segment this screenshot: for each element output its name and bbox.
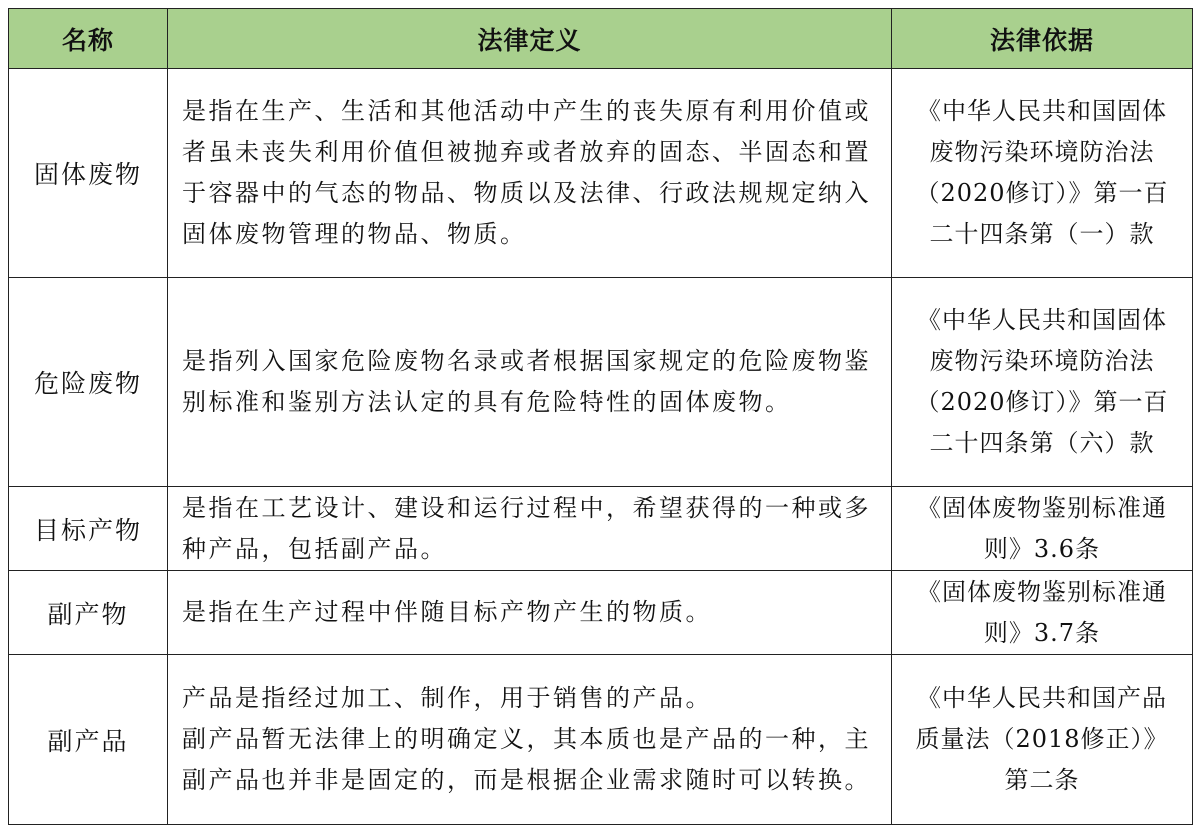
term-name: 副产品 xyxy=(9,655,168,825)
table-body xyxy=(9,69,1193,825)
definition-line: 副产品暂无法律上的明确定义，其本质也是产品的一种，主副产品也并非是固定的，而是根据企业需求随时可以转换。 xyxy=(182,725,871,794)
term-definition: 是指在工艺设计、建设和运行过程中，希望获得的一种或多种产品，包括副产品。 xyxy=(168,487,892,571)
header-row xyxy=(9,9,1193,69)
term-legal-basis: 《中华人民共和国固体废物污染环境防治法（2020修订）》第一百二十四条第（六）款 xyxy=(892,278,1193,487)
term-name: 目标产物 xyxy=(9,487,168,571)
header-name: 名称 xyxy=(9,9,168,69)
term-name: 固体废物 xyxy=(9,69,168,278)
term-definition: 是指在生产过程中伴随目标产物产生的物质。 xyxy=(168,571,892,655)
term-legal-basis: 《固体废物鉴别标准通则》3.7条 xyxy=(892,571,1193,655)
table-row xyxy=(9,487,1193,571)
term-definition: 是指列入国家危险废物名录或者根据国家规定的危险废物鉴别标准和鉴别方法认定的具有危险特性的固体废物。 xyxy=(168,278,892,487)
term-legal-basis: 《固体废物鉴别标准通则》3.6条 xyxy=(892,487,1193,571)
table-row xyxy=(9,571,1193,655)
term-name: 危险废物 xyxy=(9,278,168,487)
definition-line: 产品是指经过加工、制作，用于销售的产品。 xyxy=(182,684,712,712)
term-name: 副产物 xyxy=(9,571,168,655)
table-row xyxy=(9,69,1193,278)
term-legal-basis: 《中华人民共和国固体废物污染环境防治法（2020修订）》第一百二十四条第（一）款 xyxy=(892,69,1193,278)
header-definition: 法律定义 xyxy=(168,9,892,69)
term-legal-basis: 《中华人民共和国产品质量法（2018修正）》第二条 xyxy=(892,655,1193,825)
term-definition xyxy=(168,655,892,825)
table-row xyxy=(9,655,1193,825)
table-header xyxy=(9,9,1193,69)
header-basis: 法律依据 xyxy=(892,9,1193,69)
table-row xyxy=(9,278,1193,487)
definitions-table xyxy=(8,8,1193,825)
term-definition: 是指在生产、生活和其他活动中产生的丧失原有利用价值或者虽未丧失利用价值但被抛弃或者放弃的固态、半固态和置于容器中的气态的物品、物质以及法律、行政法规规定纳入固体废物管理的物品、物质。 xyxy=(168,69,892,278)
